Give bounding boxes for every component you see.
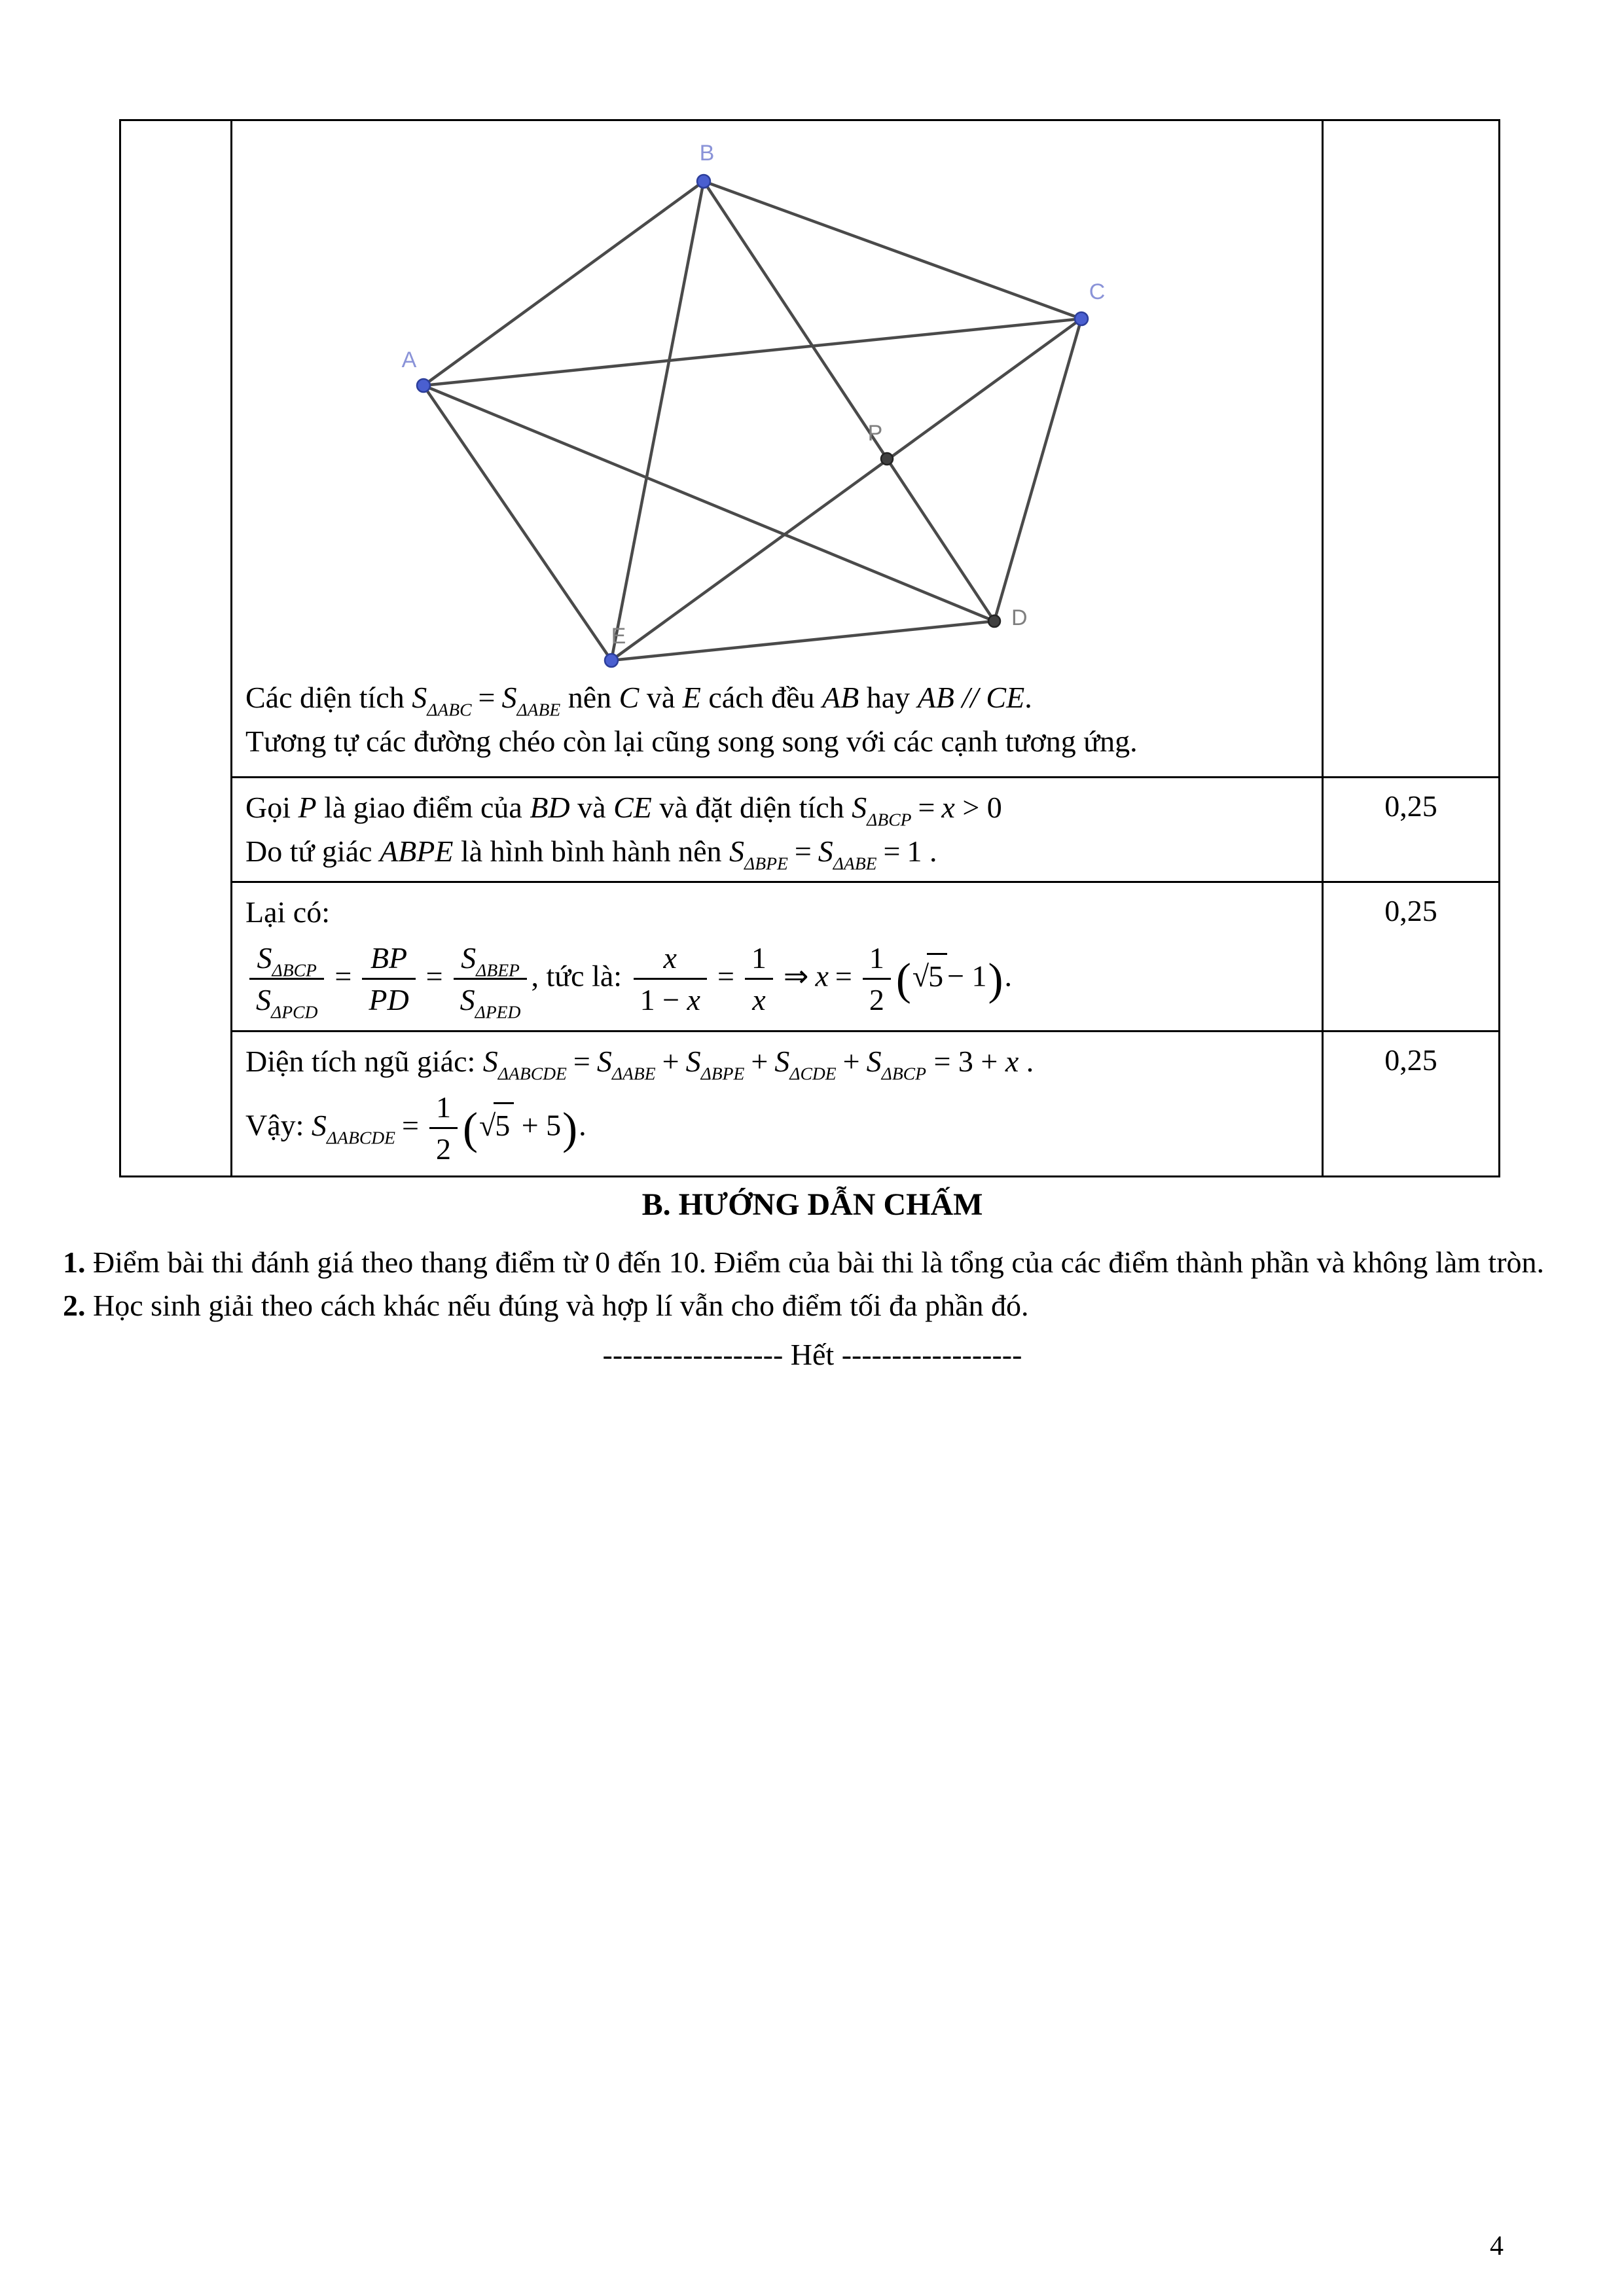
- var-x: x: [1005, 1044, 1019, 1078]
- period: .: [1024, 681, 1032, 714]
- fraction-1-2: $\frac{1}{2}$: [863, 940, 891, 1018]
- fraction-x-1minusx: $\frac{x}{1 - x}$: [634, 940, 707, 1018]
- note-2-number: 2.: [63, 1289, 86, 1323]
- period: .: [1004, 959, 1012, 993]
- open-paren: (: [895, 954, 911, 1004]
- row4-line1: [245, 1040, 1308, 1083]
- fraction-SBCP-SPCD: $\frac{S_{\Delta BCP}}{S_{\Delta PCD}}$: [249, 940, 324, 1018]
- var-x: x: [941, 791, 955, 824]
- period: .: [1026, 1044, 1034, 1078]
- var-AB-parallel-CE: AB // CE: [917, 681, 1025, 714]
- plus-five: + 5: [521, 1108, 562, 1142]
- diagonal-BE: [611, 181, 704, 660]
- var-C: C: [619, 681, 640, 714]
- text: và: [639, 681, 683, 714]
- area-symbol-BPE: $S_{\Delta BPE}$: [729, 834, 788, 874]
- score-cell-row1: [1323, 120, 1500, 778]
- score-cell-row4: 0,25: [1323, 1031, 1500, 1176]
- var-E: E: [682, 681, 701, 714]
- text: cách đều: [700, 681, 823, 714]
- text: là hình bình hành nên: [453, 834, 730, 869]
- text: Do tứ giác: [245, 834, 380, 869]
- text: và: [569, 791, 614, 824]
- equals-sign: =: [717, 959, 734, 993]
- text: và đặt diện tích: [651, 791, 852, 824]
- var-BD: BD: [530, 791, 570, 824]
- text: Diện tích ngũ giác:: [245, 1044, 483, 1078]
- var-AB: AB: [822, 681, 859, 714]
- equals-sign: =: [425, 959, 443, 993]
- diagonal-BD: [704, 181, 994, 621]
- point-D: [988, 615, 1000, 627]
- text: Các diện tích: [245, 681, 412, 714]
- segment-DE: [611, 621, 994, 660]
- open-paren: (: [462, 1103, 478, 1153]
- segment-AB: [424, 181, 704, 386]
- table-row-3: [120, 882, 1500, 1031]
- equals-sign: =: [918, 791, 935, 824]
- table-row-2: [120, 778, 1500, 882]
- period: .: [579, 1108, 586, 1142]
- row4-content-cell: [232, 1031, 1323, 1176]
- area-symbol-ABE: $S_{\Delta ABE}$: [818, 834, 877, 874]
- row1-line1: [245, 676, 1308, 719]
- row2-content-cell: [232, 778, 1323, 882]
- area-symbol-CDE: $S_{\Delta CDE}$: [774, 1044, 837, 1084]
- text: hay: [859, 681, 918, 714]
- label-P: P: [867, 421, 883, 446]
- period: .: [929, 834, 937, 869]
- area-symbol-ABCDE: $S_{\Delta ABCDE}$: [482, 1044, 567, 1084]
- table-row-4: [120, 1031, 1500, 1176]
- var-CE: CE: [613, 791, 652, 824]
- row4-line2: [245, 1089, 1308, 1168]
- point-E: [605, 654, 618, 667]
- sqrt-5: √5: [912, 953, 947, 997]
- point-A: [417, 379, 430, 392]
- area-symbol-ABC: $S_{\Delta ABC}$: [412, 681, 472, 720]
- sqrt-5: √5: [479, 1102, 514, 1147]
- label-D: D: [1011, 605, 1028, 630]
- text: Vậy:: [245, 1108, 312, 1142]
- equals-sign: =: [402, 1108, 419, 1142]
- text: Gọi: [245, 791, 298, 824]
- row3-content-cell: [232, 882, 1323, 1031]
- score-cell-row2: 0,25: [1323, 778, 1500, 882]
- note-2: 2. Học sinh giải theo cách khác nếu đúng và hợp lí vẫn cho điểm tối đa phần đó.: [63, 1289, 1029, 1323]
- label-A: A: [401, 348, 417, 372]
- area-symbol-BCP: $S_{\Delta BCP}$: [852, 791, 912, 830]
- note-1: 1. Điểm bài thi đánh giá theo thang điểm từ 0 đến 10. Điểm của bài thi là tổng của các điểm thành phần và không làm tròn.: [63, 1245, 1545, 1279]
- area-symbol-BCP: $S_{\Delta BCP}$: [866, 1044, 926, 1084]
- row1-content-cell: [232, 120, 1323, 778]
- equals-sign: =: [835, 959, 852, 993]
- row2-line2: [245, 830, 1308, 872]
- note-1-number: 1.: [63, 1245, 86, 1279]
- figure-points: [417, 175, 1088, 667]
- table-row-1: [120, 120, 1500, 778]
- segment-EA: [424, 386, 611, 660]
- segment-BC: [704, 181, 1081, 319]
- fraction-SBEP-SPED: $\frac{S_{\Delta BEP}}{S_{\Delta PED}}$: [454, 940, 528, 1018]
- area-symbol-ABE: $S_{\Delta ABE}$: [501, 681, 561, 720]
- geometry-figure: [245, 128, 1308, 675]
- area-symbol-BPE: $S_{\Delta BPE}$: [685, 1044, 745, 1084]
- plus-sign: +: [751, 1044, 768, 1078]
- text: nên: [560, 681, 619, 714]
- fraction-BP-PD: $\frac{BP}{PD}$: [362, 940, 415, 1018]
- minus-one: − 1: [947, 959, 987, 993]
- label-E: E: [611, 624, 626, 649]
- plus-sign: +: [842, 1044, 860, 1078]
- row1-line2: Tương tự các đường chéo còn lại cũng song song với các cạnh tương ứng.: [245, 725, 1138, 759]
- text: = 3 +: [933, 1044, 1005, 1078]
- equals-sign: =: [883, 834, 901, 869]
- end-divider: ------------------ Hết ------------------: [602, 1337, 1022, 1371]
- area-symbol-ABE: $S_{\Delta ABE}$: [596, 1044, 656, 1084]
- text: là giao điểm của: [316, 791, 530, 824]
- pentagon-star-figure: [355, 130, 1128, 677]
- implies-arrow: ⇒: [783, 959, 809, 993]
- point-C: [1075, 312, 1088, 325]
- area-symbol-ABCDE: $S_{\Delta ABCDE}$: [311, 1108, 396, 1147]
- plus-sign: +: [662, 1044, 679, 1078]
- text: > 0: [962, 791, 1002, 824]
- row3-intro: Lại có:: [245, 895, 330, 929]
- text: , tức là:: [531, 959, 623, 993]
- point-P: [881, 453, 893, 465]
- var-ABPE: ABPE: [380, 834, 454, 869]
- segment-CD: [994, 319, 1081, 621]
- left-column-cell: [120, 120, 232, 1177]
- row3-formula: [245, 940, 1308, 1022]
- fraction-1-x: $\frac{1}{x}$: [745, 940, 773, 1018]
- close-paren: ): [988, 954, 1003, 1004]
- var-x: x: [815, 959, 829, 993]
- diagonal-AC: [424, 319, 1081, 386]
- number-one: 1: [907, 834, 922, 869]
- section-title: B. HƯỚNG DẪN CHẤM: [641, 1187, 983, 1222]
- var-P: P: [298, 791, 317, 824]
- equals-sign: =: [334, 959, 352, 993]
- fraction-1-2: $\frac{1}{2}$: [429, 1089, 458, 1168]
- label-C: C: [1089, 279, 1106, 304]
- figure-labels: [402, 141, 1106, 649]
- score-cell-row3: 0,25: [1323, 882, 1500, 1031]
- equals-sign: =: [794, 834, 812, 869]
- grading-guide-section: [63, 1182, 1562, 1377]
- equals-sign: =: [573, 1044, 590, 1078]
- answer-table: [119, 119, 1500, 1177]
- label-B: B: [699, 141, 715, 166]
- row2-line1: [245, 786, 1308, 829]
- point-B: [697, 175, 710, 188]
- page-number: 4: [1490, 2231, 1504, 2261]
- equals-sign: =: [478, 681, 496, 714]
- diagonal-AD: [424, 386, 994, 621]
- close-paren: ): [562, 1103, 578, 1153]
- figure-segments: [424, 181, 1081, 660]
